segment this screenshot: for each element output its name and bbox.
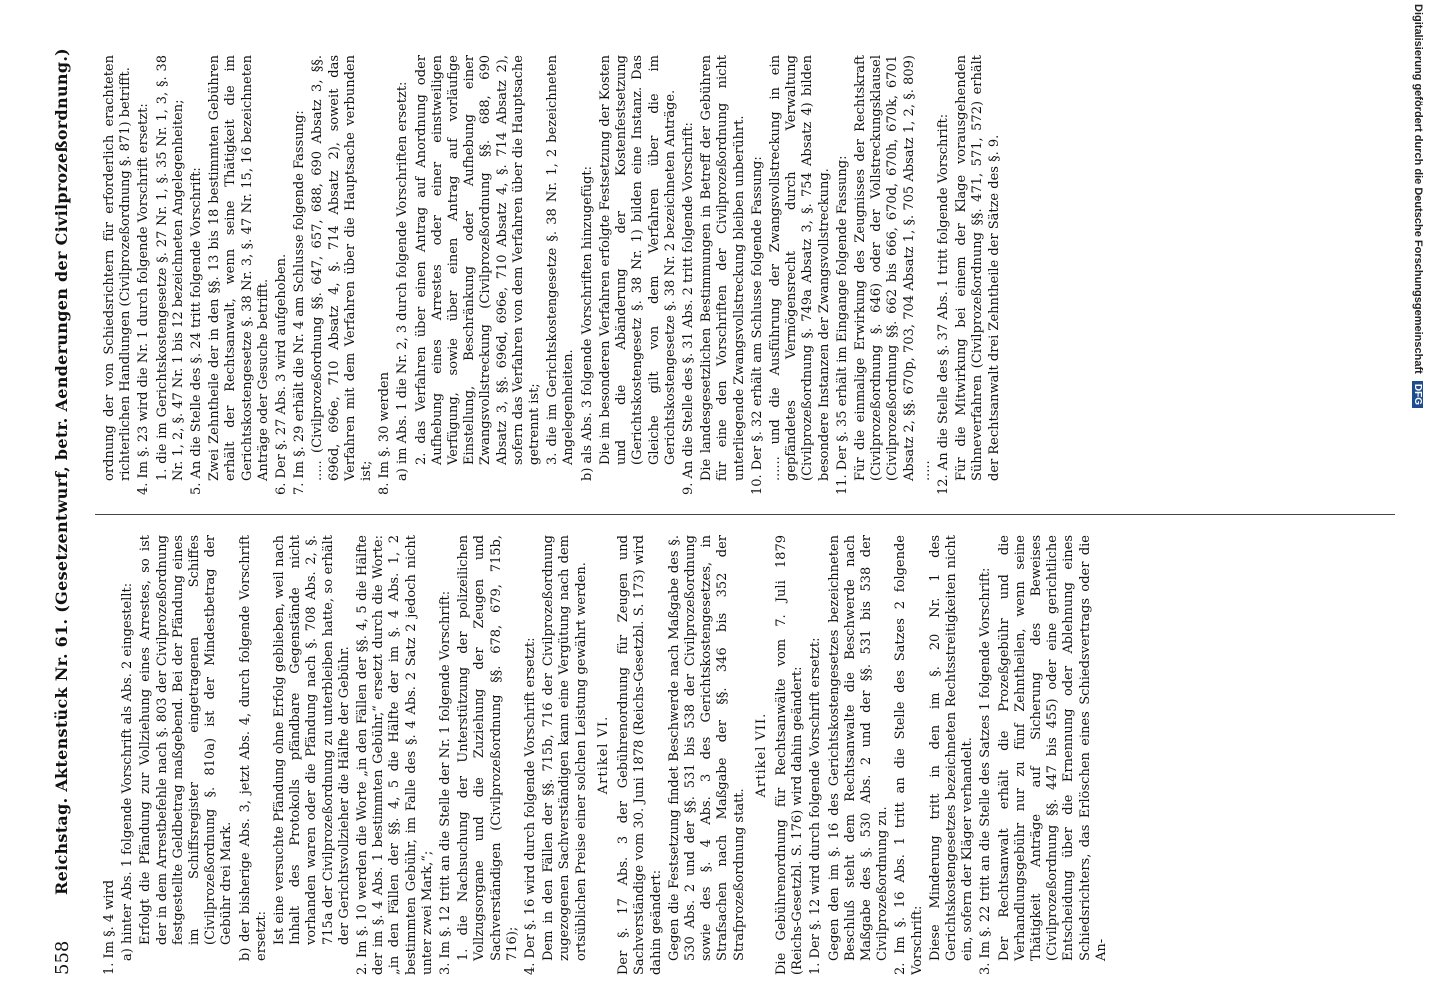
page-title: Reichstag. Aktenstück Nr. 61. (Gesetzentwurf, betr. Aenderungen der Civilprozeßordnung.) <box>52 47 71 895</box>
paragraph: 1. Der §. 12 wird durch folgende Vorschrift ersetzt: <box>808 637 824 975</box>
dfg-logo: DFG <box>1412 381 1423 408</box>
page-header <box>40 35 80 975</box>
paragraph: Der §. 17 Abs. 3 der Gebührenordnung für Zeugen und Sachverständige vom 30. Juni 1878 (Reichs-Gesetzbl. S. 173) wird dahin geändert: <box>616 535 664 975</box>
paragraph: Gegen den im §. 16 des Gerichtskostengesetzes bezeichneten Beschluß steht dem Rechtsanwalte die Beschwerde nach Maßgabe des §. 530 Abs. 2 und der §§. 531 bis 538 der Civilprozeßordnung zu. <box>826 535 891 961</box>
paragraph: Diese Minderung tritt in den im §. 20 Nr. 1 des Gerichtskostengesetzes bezeichneten Rechtsstreitigkeiten nicht ein, sofern der Kläger verhandelt. <box>927 535 976 961</box>
credit-text: Digitalisierung gefördert durch die Deutsche Forschungsgemeinschaft <box>1412 4 1424 374</box>
paragraph: Die landesgesetzlichen Bestimmungen in Betreff der Gebühren für eine den Vorschriften der Civilprozeßordnung nicht unterliegende Zwangsvollstreckung bleiben unberührt. <box>699 55 747 481</box>
paragraph: 9. An die Stelle des §. 31 Abs. 2 tritt folgende Vorschrift: <box>680 122 696 495</box>
paragraph: b) als Abs. 3 folgende Vorschriften hinzugefügt: <box>579 165 595 481</box>
paragraph: b) der bisherige Abs. 3, jetzt Abs. 4, durch folgende Vorschrift ersetzt: <box>237 535 269 961</box>
paragraph: 2. das Verfahren über einen Antrag auf Anordnung oder Aufhebung eines Arrestes oder einer einstweiligen Verfügung, sowie über einen Antrag auf vorläufige Einstellung, Beschränkung oder Aufhebung einer Zwangsvollstreckung (Civilprozeßordnung §§. 688, 690 Absatz 3, §§. 696d, 696e, 710 Absatz 4, §. 714 Absatz 2), sofern das Verfahren von dem Verfahren über die Hauptsache getrennt ist; <box>413 55 543 465</box>
article-heading: Artikel VII. <box>753 712 769 798</box>
paragraph: ..... (Civilprozeßordnung §§. 647, 657, 688, 690 Absatz 3, §§. 696d, 696e, 710 Absatz 4, §. 714 Absatz 2), soweit das Verfahren mit dem Verfahren über die Hauptsache verbunden ist; <box>310 55 375 481</box>
paragraph: 3. Im §. 22 tritt an die Stelle des Satzes 1 folgende Vorschrift: <box>978 567 994 975</box>
column-divider <box>95 514 1395 515</box>
paragraph: 11. Der §. 35 erhält im Eingange folgende Fassung: <box>834 155 850 495</box>
paragraph: 1. die Nachsuchung der Unterstützung der polizeilichen Vollzugsorgane und die Zuziehung der Zeugen und Sachverständigen (Civilprozeßordnung §§. 678, 679, 715b, 716); <box>456 535 520 961</box>
paragraph: Der Rechtsanwalt erhält die Prozeßgebühr und die Verhandlungsgebühr nur zu fünf Zehntheilen, wenn seine Thätigkeit Anträge auf Sicherung des Beweises (Civilprozeßordnung §§. 447 bis 455) oder eine gerichtliche Entscheidung über die Ernennung oder Ablehnung eines Schiedsrichters, das Erlöschen eines Schiedsvertrags oder die An- <box>996 535 1109 961</box>
paragraph: 8. Im §. 30 werden <box>377 372 393 495</box>
paragraph: 3. die im Gerichtskostengesetze §. 38 Nr. 1, 2 bezeichneten Angelegenheiten. <box>545 55 577 465</box>
paragraph: 1. die im Gerichtskostengesetze §. 27 Nr. 1, §. 35 Nr. 1, 3, §. 38 Nr. 1, 2, §. 47 Nr. 1 bis 12 bezeichneten Angelegenheiten; <box>154 55 186 481</box>
paragraph: ...... und die Ausführung der Zwangsvollstreckung in ein gepfändetes Vermögensrecht durch Verwaltung (Civilprozeßordnung §. 749a Absatz 3, §. 754 Absatz 4) bilden besondere Instanzen der Zwangsvollstreckung. <box>767 55 832 481</box>
paragraph: 7. Im §. 29 erhält die Nr. 4 am Schlusse folgende Fassung: <box>292 110 308 495</box>
paragraph: 6. Der §. 27 Abs. 3 wird aufgehoben. <box>274 253 290 495</box>
article-heading: Artikel VI. <box>595 715 611 795</box>
paragraph: 4. Der §. 16 wird durch folgende Vorschrift ersetzt: <box>523 637 539 975</box>
right-column <box>102 55 1402 495</box>
paragraph: Zwei Zehntheile der in den §§. 13 bis 18 bestimmten Gebühren erhält der Rechtsanwalt, wenn seine Thätigkeit die im Gerichtskostengesetze §. 38 Nr. 3, §. 47 Nr. 15, 16 bezeichneten Anträge oder Gesuche betrifft. <box>207 55 271 481</box>
paragraph: a) im Abs. 1 die Nr. 2, 3 durch folgende Vorschriften ersetzt: <box>395 81 411 481</box>
paragraph: Dem in den Fällen der §§. 715b, 716 der Civilprozeßordnung zugezogenen Sachverständigen kann eine Vergütung nach dem ortsüblichen Preise einer solchen Leistung gewährt werden. <box>541 535 589 961</box>
paragraph: Die Gebührenordnung für Rechtsanwälte vom 7. Juli 1879 (Reichs-Gesetzbl. S. 176) wird dahin geändert: <box>773 535 806 975</box>
paragraph: 4. Im §. 23 wird die Nr. 1 durch folgende Vorschrift ersetzt: <box>136 103 152 495</box>
paragraph: 1. Im §. 4 wird <box>102 879 117 975</box>
paragraph: 12. An die Stelle des §. 37 Abs. 1 tritt folgende Vorschrift: <box>935 113 951 495</box>
paragraph: 3. Im §. 12 tritt an die Stelle der Nr. 1 folgende Vorschrift: <box>438 590 454 975</box>
paragraph: 2. Im §. 16 Abs. 1 tritt an die Stelle des Satzes 2 folgende Vorschrift: <box>893 535 925 975</box>
paragraph: Die im besonderen Verfahren erfolgte Festsetzung der Kosten und die Abänderung der Kostenfestsetzung (Gerichtskostengesetz §. 38 Nr. 1) bilden eine Instanz. Das Gleiche gilt von dem Verfahren über die im Gerichtskostengesetze §. 38 Nr. 2 bezeichneten Anträge. <box>597 55 678 465</box>
digitization-credit <box>1404 4 1428 764</box>
paragraph: 2. Im §. 10 werden die Worte „in den Fällen der §§. 4, 5 die Hälfte der im §. 4 Abs. 1 bestimmten Gebühr,“ ersetzt durch die Worte: „in den Fällen der §§. 4, 5 die Hälfte der im §. 4 Abs. 1, 2 bestimmten Gebühr, im Falle des §. 4 Abs. 2 Satz 2 jedoch nicht unter zwei Mark,“; <box>355 535 435 975</box>
paragraph: ordnung der von Schiedsrichtern für erforderlich erachteten richterlichen Handlungen (Civilprozeßordnung §. 871) betrifft. <box>102 55 134 481</box>
rotated-page <box>40 35 1410 975</box>
paragraph: 5. An die Stelle des §. 24 tritt folgende Vorschrift: <box>189 167 205 495</box>
paragraph: 10. Der §. 32 erhält am Schlusse folgende Fassung: <box>749 156 765 495</box>
paragraph: Gegen die Festsetzung findet Beschwerde nach Maßgabe des §. 530 Abs. 2 und der §§. 531 bis 538 der Civilprozeßordnung sowie des §. 4 Abs. 3 des Gerichtskostengesetzes, in Strafsachen nach Maßgabe der §§. 346 bis 352 der Strafprozeßordnung statt. <box>666 535 747 961</box>
paragraph: Erfolgt die Pfändung zur Vollziehung eines Arrestes, so ist der in dem Arrestbefehle nach §. 803 der Civilprozeßordnung festgestellte Geldbetrag maßgebend. Bei der Pfändung eines im Schiffsregister eingetragenen Schiffes (Civilprozeßordnung §. 810a) ist der Mindestbetrag der Gebühr drei Mark. <box>138 535 235 945</box>
paragraph: Für die einmalige Erwirkung des Zeugnisses der Rechtskraft (Civilprozeßordnung §. 646) oder der Vollstreckungsklausel (Civilprozeßordnung §§. 662 bis 666, 670d, 670h, 670k, 6701 Absatz 2, §§. 670p, 703, 704 Absatz 1, §. 705 Absatz 1, 2, §. 809) ..... <box>852 55 933 481</box>
paragraph: Ist eine versuchte Pfändung ohne Erfolg geblieben, weil nach Inhalt des Protokolls pfändbare Gegenstände nicht vorhanden waren oder die Pfändung nach §. 708 Abs. 2, §. 715a der Civilprozeßordnung zu unterbleiben hatte, so erhält der Gerichtsvollzieher die Hälfte der Gebühr. <box>272 535 352 945</box>
paragraph: Für die Mitwirkung bei einem der Klage vorausgehenden Sühneverfahren (Civilprozeßordnung §§. 471, 571, 572) erhält der Rechtsanwalt drei Zehntheile der Sätze des §. 9. <box>954 55 1002 481</box>
left-column <box>102 535 1402 975</box>
page-number: 558 <box>52 940 73 975</box>
paragraph: a) hinter Abs. 1 folgende Vorschrift als Abs. 2 eingestellt: <box>120 582 136 961</box>
